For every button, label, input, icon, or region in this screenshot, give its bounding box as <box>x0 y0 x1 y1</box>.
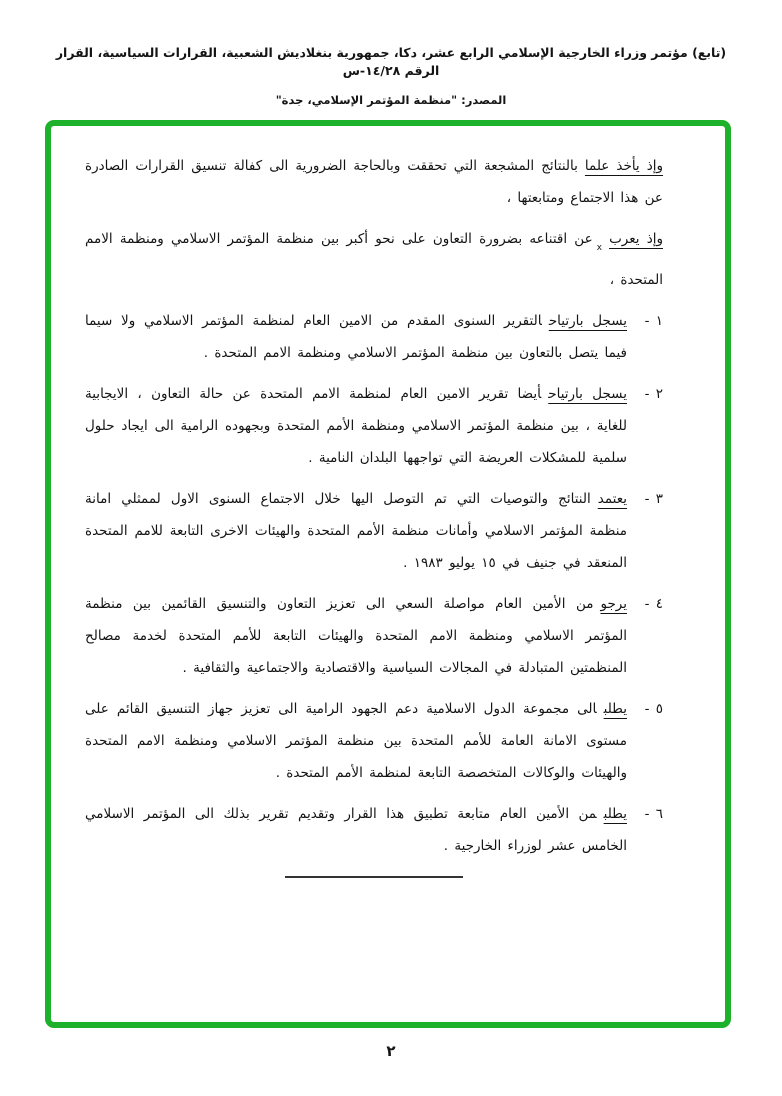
header-publisher-line: المصدر: "منظمة المؤتمر الإسلامي، جدة" <box>275 93 507 107</box>
resolution-item <box>85 378 663 474</box>
item-lead: يسجل بارتياح <box>548 386 627 402</box>
typewriter-correction-mark: x <box>596 243 603 253</box>
item-number: ١ - <box>644 313 663 329</box>
item-text: أيضا تقرير الامين العام لمنظمة الامم المتحدة عن حالة التعاون ، الايجابية للغاية ، بين منظمة المؤتمر الاسلامي ومنظمة الأمم المتحدة وبجهوده الرامية الى ايجاد حلول سلمية للمشكلات العريضة التي تواجهها البلدان النامية . <box>85 386 627 466</box>
paragraph-text: عن اقتناعه بضرورة التعاون على نحو أكبر بين منظمة المؤتمر الاسلامي ومنظمة الامم المتحدة ، <box>85 231 663 288</box>
item-number: ٥ - <box>644 701 663 717</box>
resolution-item <box>85 305 663 369</box>
item-lead: يعتمد <box>597 491 627 507</box>
item-lead: يرجو <box>600 596 627 612</box>
item-lead: يسجل بارتياح <box>548 313 627 329</box>
item-number: ٦ - <box>644 806 663 822</box>
item-text: التقرير السنوى المقدم من الامين العام لمنظمة المؤتمر الاسلامي ولا سيما فيما يتصل بالتعاون بين منظمة المؤتمر الاسلامي ومنظمة الامم المتحدة . <box>85 313 627 361</box>
item-text: النتائج والتوصيات التي تم التوصل اليها خلال الاجتماع السنوى الاول لممثلي امانة منظمة المؤتمر الاسلامي وأمانات منظمة الأمم المتحدة والهيئات الاخرى التابعة للامم المتحدة المنعقد في جنيف في ١٥ يوليو ١٩٨٣ . <box>85 491 627 571</box>
item-number: ٢ - <box>644 386 663 402</box>
item-number: ٣ - <box>644 491 663 507</box>
item-text: من الأمين العام متابعة تطبيق هذا القرار وتقديم تقرير بذلك الى المؤتمر الاسلامي الخامس عشر لوزراء الخارجية . <box>85 806 627 854</box>
paragraph-lead: وإذ يعرب <box>609 231 663 247</box>
document-body <box>51 126 725 878</box>
end-of-resolution-rule <box>285 876 463 878</box>
document-frame <box>45 120 731 1028</box>
header-source-line: (تابع) مؤتمر وزراء الخارجية الإسلامي الرابع عشر، دكا، جمهورية بنغلاديش الشعبية، القرارات السياسية، القرار الرقم ١٤/٢٨-س <box>55 45 727 78</box>
item-paragraph <box>85 588 627 684</box>
resolution-item <box>85 693 663 789</box>
resolution-item <box>85 483 663 579</box>
resolution-item <box>85 588 663 684</box>
paragraph-text: بالنتائج المشجعة التي تحققت وبالحاجة الضرورية الى كفالة تنسيق القرارات الصادرة عن هذا الاجتماع ومتابعتها ، <box>85 158 663 206</box>
item-text: من الأمين العام مواصلة السعي الى تعزيز التعاون والتنسيق القائمين بين منظمة المؤتمر الاسلامي ومنظمة الامم المتحدة والهيئات التابعة للأمم المتحدة لخدمة مصالح المنظمتين المتبادلة في المجالات السياسية والاقتصادية والاجتماعية والثقافية . <box>85 596 627 676</box>
item-lead: يطلب <box>603 701 627 717</box>
item-number: ٤ - <box>644 596 663 612</box>
intro-paragraph <box>85 150 663 214</box>
document-header <box>0 44 782 107</box>
item-paragraph <box>85 483 627 579</box>
paragraph-lead: وإذ يأخذ علما <box>584 158 664 174</box>
item-lead: يطلب <box>603 806 627 822</box>
item-text: الى مجموعة الدول الاسلامية دعم الجهود الرامية الى تعزيز جهاز التنسيق القائم على مستوى الامانة العامة للأمم المتحدة بين منظمة المؤتمر الاسلامي ومنظمة الامم المتحدة والهيئات والوكالات المتخصصة التابعة لمنظمة الأمم المتحدة . <box>85 701 627 781</box>
item-paragraph <box>85 305 627 369</box>
intro-paragraph <box>85 223 663 296</box>
item-paragraph <box>85 798 627 862</box>
item-paragraph <box>85 378 627 474</box>
resolution-item <box>85 798 663 862</box>
page-number: ٢ <box>386 1042 396 1060</box>
item-paragraph <box>85 693 627 789</box>
